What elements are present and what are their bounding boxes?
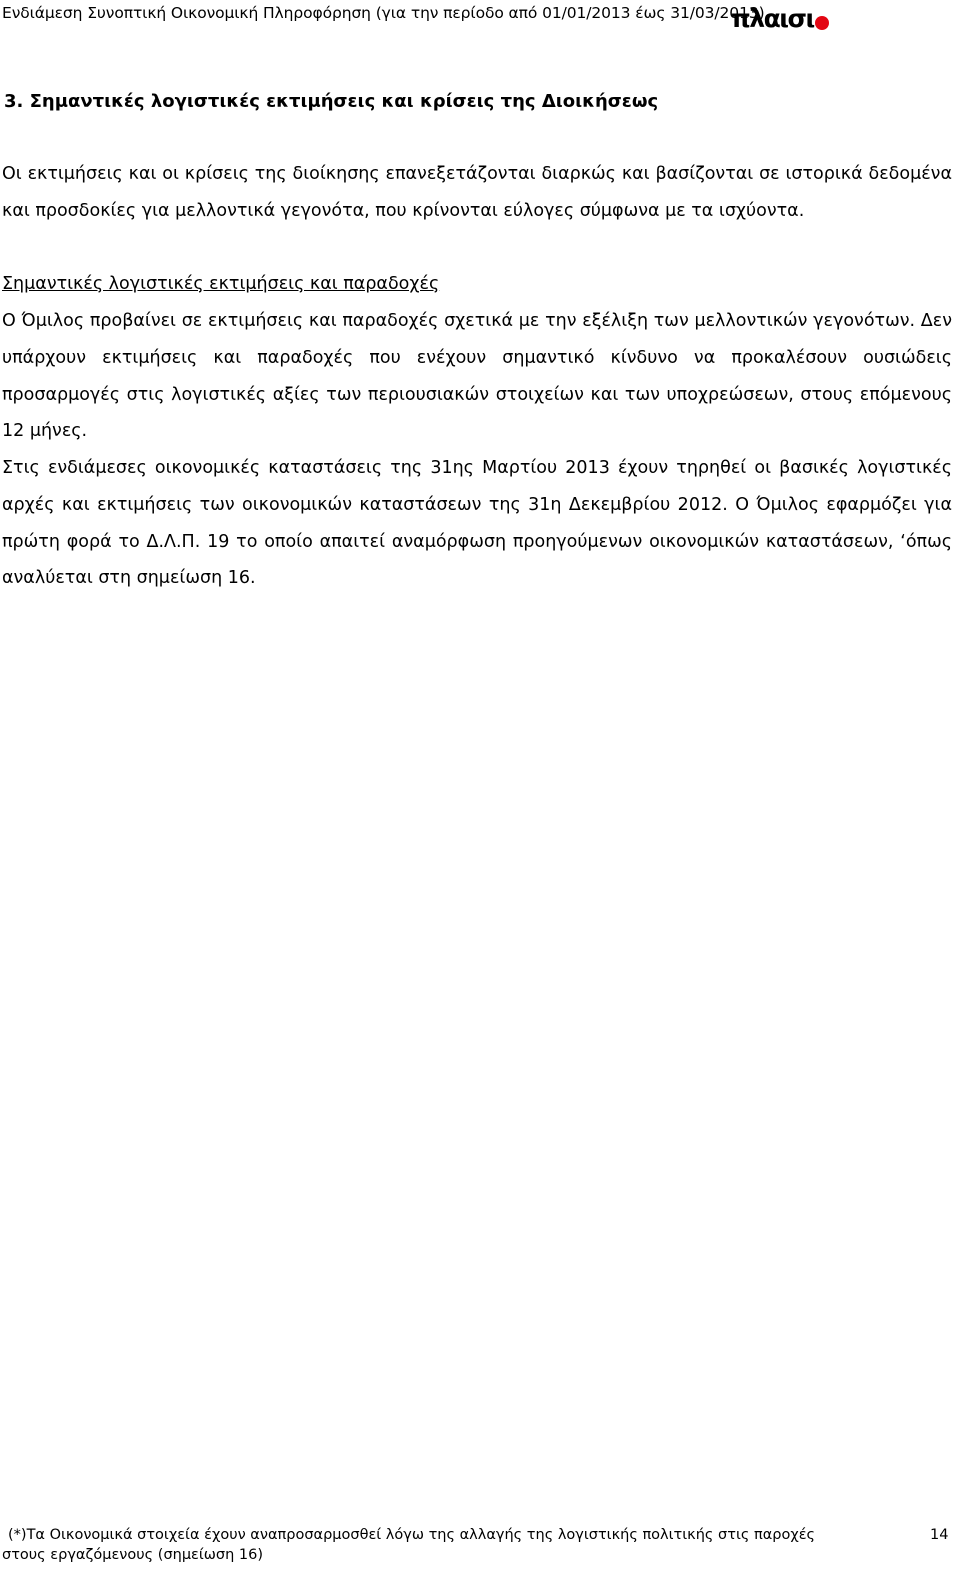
- section-title: 3. Σημαντικές λογιστικές εκτιμήσεις και κρίσεις της Διοικήσεως: [4, 91, 659, 112]
- page-number: 14: [930, 1527, 949, 1543]
- logo-wordmark: πλαισι: [731, 4, 814, 33]
- estimates-paragraph: Ο Όμιλος προβαίνει σε εκτιμήσεις και παραδοχές σχετικά με την εξέλιξη των μελλοντικών γεγονότων. Δεν υπάρχουν εκτιμήσεις και παραδοχές που ενέχουν σημαντικό κίνδυνο να προκαλέσουν ουσιώδεις προσαρμογές στις λογιστικές αξίες των περιουσιακών στοιχείων και των υποχρεώσεων, στους επόμενους 12 μήνες.: [2, 311, 952, 442]
- footnote: (*)Τα Οικονομικά στοιχεία έχουν αναπροσαρμοσθεί λόγω της αλλαγής της λογιστικής πολιτικής στις παροχές στους εργαζόμενους (σημείωση 16): [2, 1527, 816, 1563]
- accounting-principles-paragraph: Στις ενδιάμεσες οικονομικές καταστάσεις της 31ης Μαρτίου 2013 έχουν τηρηθεί οι βασικές λογιστικές αρχές και εκτιμήσεις των οικονομικών καταστάσεων της 31η Δεκεμβρίου 2012. Ο Όμιλος εφαρμόζει για πρώτη φορά το Δ.Λ.Π. 19 το οποίο απαιτεί αναμόρφωση προηγούμενων οικονομικών καταστάσεων, ‘όπως αναλύεται στη σημείωση 16.: [2, 458, 952, 589]
- subheading: Σημαντικές λογιστικές εκτιμήσεις και παραδοχές: [2, 274, 440, 294]
- company-logo: [731, 5, 829, 33]
- logo-dot-icon: [815, 16, 829, 30]
- header-title: Ενδιάμεση Συνοπτική Οικονομική Πληροφόρηση (για την περίοδο από 01/01/2013 έως 31/03/2013): [2, 4, 765, 22]
- intro-paragraph: Οι εκτιμήσεις και οι κρίσεις της διοίκησης επανεξετάζονται διαρκώς και βασίζονται σε ιστορικά δεδομένα και προσδοκίες για μελλοντικά γεγονότα, που κρίνονται εύλογες σύμφωνα με τα ισχύοντα.: [2, 164, 952, 221]
- page-header: [0, 0, 960, 40]
